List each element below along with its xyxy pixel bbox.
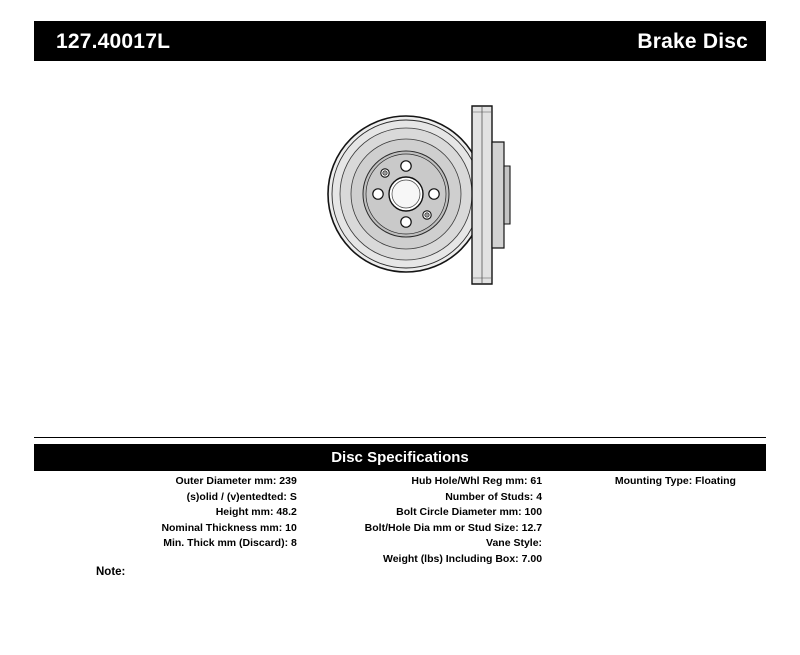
header-bar (34, 21, 766, 61)
spec-item: Height mm: 48.2 (215, 506, 297, 519)
brake-rotor-side-profile-icon (468, 100, 518, 290)
part-number: 127.40017L (56, 29, 171, 53)
spec-item: Bolt Circle Diameter mm: 100 (396, 506, 543, 519)
spec-item: Weight (lbs) Including Box: 7.00 (382, 552, 543, 565)
spec-item: Hub Hole/Whl Reg mm: 61 (411, 475, 543, 487)
spec-section-header (34, 444, 766, 471)
product-image-area (34, 70, 766, 430)
spec-item: Number of Studs: 4 (445, 490, 543, 503)
section-divider (34, 437, 766, 438)
spec-section-title: Disc Specifications (331, 449, 469, 466)
spec-column-left (34, 474, 305, 594)
spec-column-right (550, 474, 766, 594)
spec-table (34, 474, 766, 594)
spec-item: Min. Thick mm (Discard): 8 (163, 537, 297, 550)
spec-column-middle (305, 474, 550, 594)
spec-item: Outer Diameter mm: 239 (175, 475, 297, 487)
spec-item: Mounting Type: Floating (614, 475, 736, 487)
spec-item: Vane Style: (486, 537, 543, 550)
note-label: Note: (96, 566, 126, 578)
spec-item: Bolt/Hole Dia mm or Stud Size: 12.7 (364, 521, 543, 534)
product-type: Brake Disc (637, 29, 748, 53)
spec-item: (s)olid / (v)entedted: S (186, 490, 297, 503)
spec-item: Nominal Thickness mm: 10 (161, 521, 297, 534)
